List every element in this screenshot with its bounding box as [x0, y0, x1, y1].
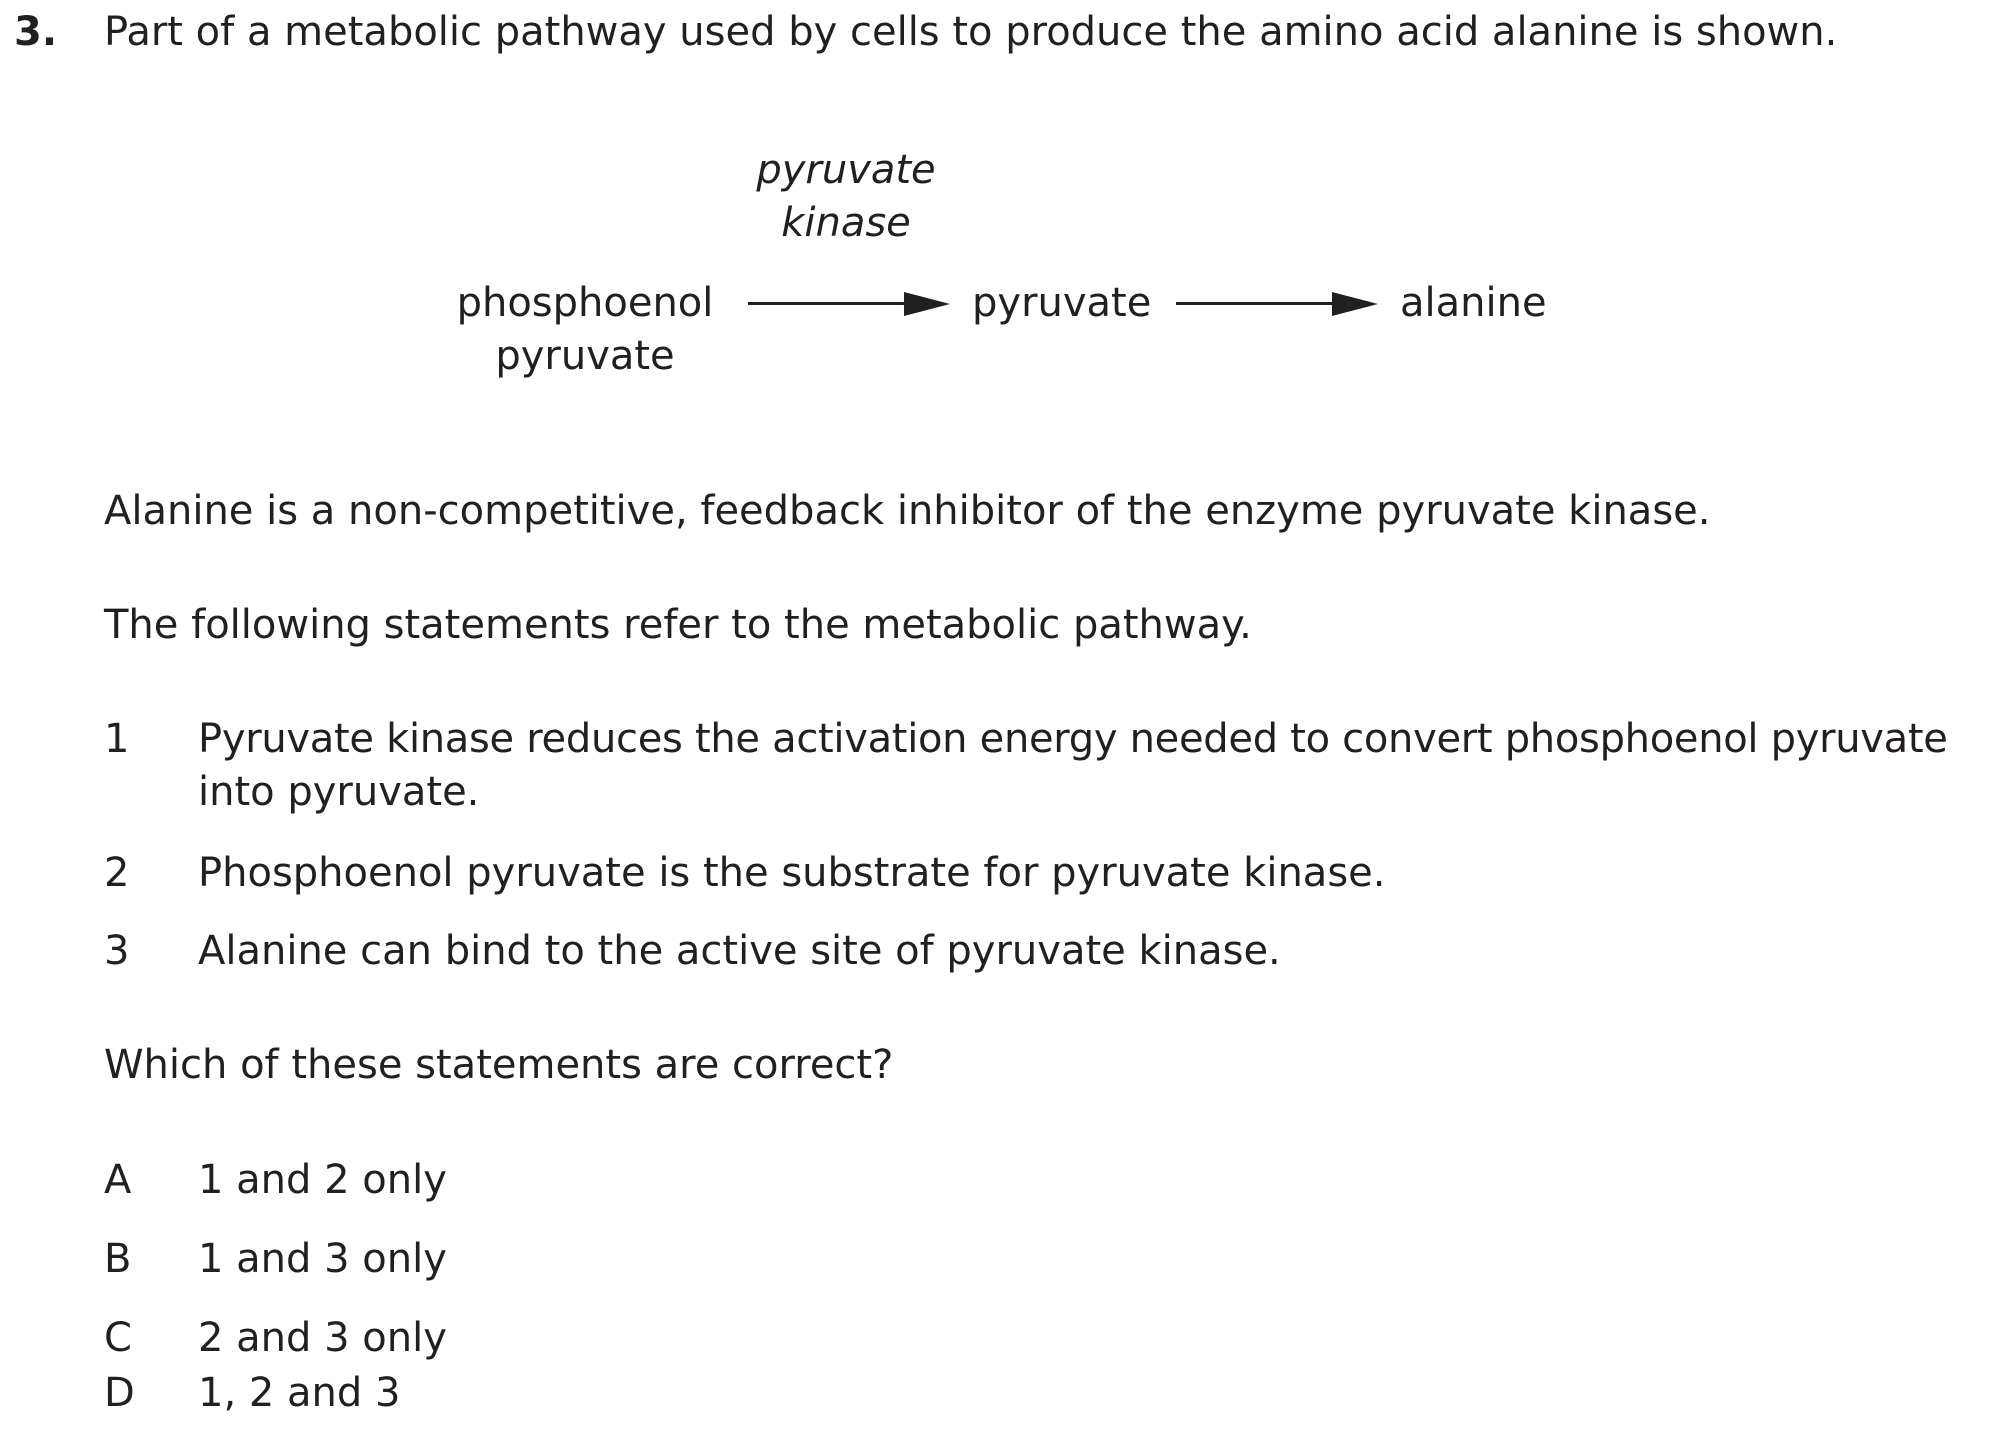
- product-compound: alanine: [1400, 280, 1547, 326]
- option-text: 1 and 3 only: [198, 1236, 447, 1282]
- option-text: 2 and 3 only: [198, 1315, 447, 1361]
- info-text: Alanine is a non-competitive, feedback inhibitor of the enzyme pyruvate kinase.: [104, 488, 1711, 534]
- statement-text: Pyruvate kinase reduces the activation energy needed to convert phosphoenol pyruvate: [198, 716, 1948, 762]
- enzyme-label-line2: kinase: [781, 200, 911, 246]
- question-number: 3.: [14, 9, 58, 55]
- statement-number: 3: [104, 928, 130, 974]
- enzyme-label-line1: pyruvate: [756, 147, 936, 193]
- question-prompt: Which of these statements are correct?: [104, 1042, 894, 1088]
- arrow-2-head-icon: [1332, 292, 1378, 316]
- intermediate-compound: pyruvate: [972, 280, 1152, 326]
- option-letter: B: [104, 1236, 132, 1282]
- statements-intro: The following statements refer to the metabolic pathway.: [104, 602, 1252, 648]
- start-compound-line2: pyruvate: [495, 333, 675, 379]
- start-compound-line1: phosphoenol: [456, 280, 714, 326]
- statement-number: 2: [104, 850, 130, 896]
- option-letter: C: [104, 1315, 132, 1361]
- statement-text: Alanine can bind to the active site of pyruvate kinase.: [198, 928, 1281, 974]
- option-letter: D: [104, 1370, 135, 1416]
- option-letter: A: [104, 1157, 132, 1203]
- arrow-1-shaft: [748, 302, 908, 305]
- statement-text-continued: into pyruvate.: [198, 769, 480, 815]
- arrow-1-head-icon: [904, 292, 950, 316]
- arrow-2-shaft: [1176, 302, 1336, 305]
- statement-number: 1: [104, 716, 130, 762]
- option-text: 1, 2 and 3: [198, 1370, 401, 1416]
- question-stem: Part of a metabolic pathway used by cells to produce the amino acid alanine is shown.: [104, 9, 1838, 55]
- option-text: 1 and 2 only: [198, 1157, 447, 1203]
- statement-text: Phosphoenol pyruvate is the substrate for pyruvate kinase.: [198, 850, 1386, 896]
